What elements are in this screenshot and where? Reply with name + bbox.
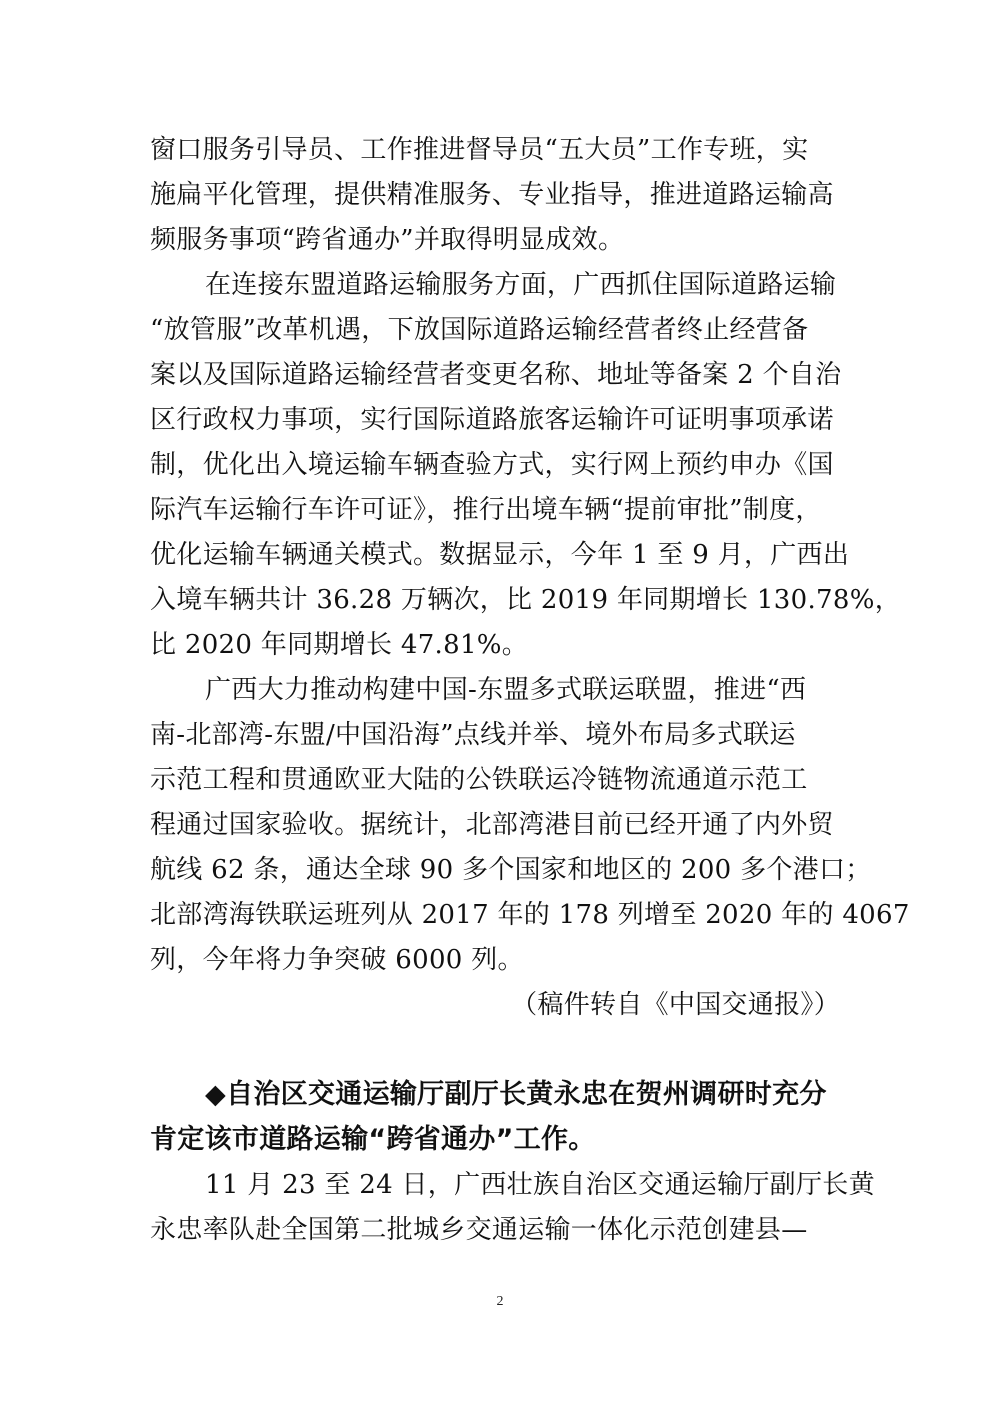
text-line: 频服务事项“跨省通办”并取得明显成效。 — [150, 225, 625, 255]
text-line: 南-北部湾-东盟/中国沿海”点线并举、境外布局多式联运 — [150, 720, 796, 750]
text-line: “放管服”改革机遇，下放国际道路运输经营者终止经营备 — [150, 315, 809, 345]
text-line: 区行政权力事项，实行国际道路旅客运输许可证明事项承诺 — [150, 405, 834, 435]
text-line: 入境车辆共计 36.28 万辆次，比 2019 年同期增长 130.78%， — [150, 585, 902, 615]
paragraph-first-line: 广西大力推动构建中国-东盟多式联运联盟，推进“西 — [205, 675, 807, 705]
text-line: 窗口服务引导员、工作推进督导员“五大员”工作专班，实 — [150, 135, 809, 165]
text-line: 航线 62 条，通达全球 90 多个国家和地区的 200 多个港口； — [150, 855, 872, 885]
text-line: 列，今年将力争突破 6000 列。 — [150, 945, 524, 975]
text-line: 制，优化出入境运输车辆查验方式，实行网上预约申办《国 — [150, 450, 834, 480]
text-line: 比 2020 年同期增长 47.81%。 — [150, 630, 529, 660]
text-line: 施扁平化管理，提供精准服务、专业指导，推进道路运输高 — [150, 180, 834, 210]
section-heading-continued: 肯定该市道路运输“跨省通办”工作。 — [150, 1124, 596, 1155]
text-line: 案以及国际道路运输经营者变更名称、地址等备案 2 个自治 — [150, 360, 842, 390]
paragraph-first-line: 在连接东盟道路运输服务方面，广西抓住国际道路运输 — [205, 270, 837, 300]
section-heading: ◆自治区交通运输厅副厅长黄永忠在贺州调研时充分 — [205, 1079, 827, 1110]
text-line: 优化运输车辆通关模式。数据显示，今年 1 至 9 月，广西出 — [150, 540, 850, 570]
text-line: 示范工程和贯通欧亚大陆的公铁联运冷链物流通道示范工 — [150, 765, 808, 795]
source-note: （稿件转自《中国交通报》） — [511, 990, 840, 1020]
text-line: 永忠率队赴全国第二批城乡交通运输一体化示范创建县— — [150, 1215, 808, 1245]
page-number: 2 — [496, 1294, 504, 1309]
paragraph-first-line: 11 月 23 至 24 日，广西壮族自治区交通运输厅副厅长黄 — [205, 1170, 875, 1200]
text-line: 际汽车运输行车许可证》，推行出境车辆“提前审批”制度， — [150, 495, 822, 525]
text-line: 程通过国家验收。据统计，北部湾港目前已经开通了内外贸 — [150, 810, 834, 840]
text-line: 北部湾海铁联运班列从 2017 年的 178 列增至 2020 年的 4067 — [150, 900, 910, 930]
